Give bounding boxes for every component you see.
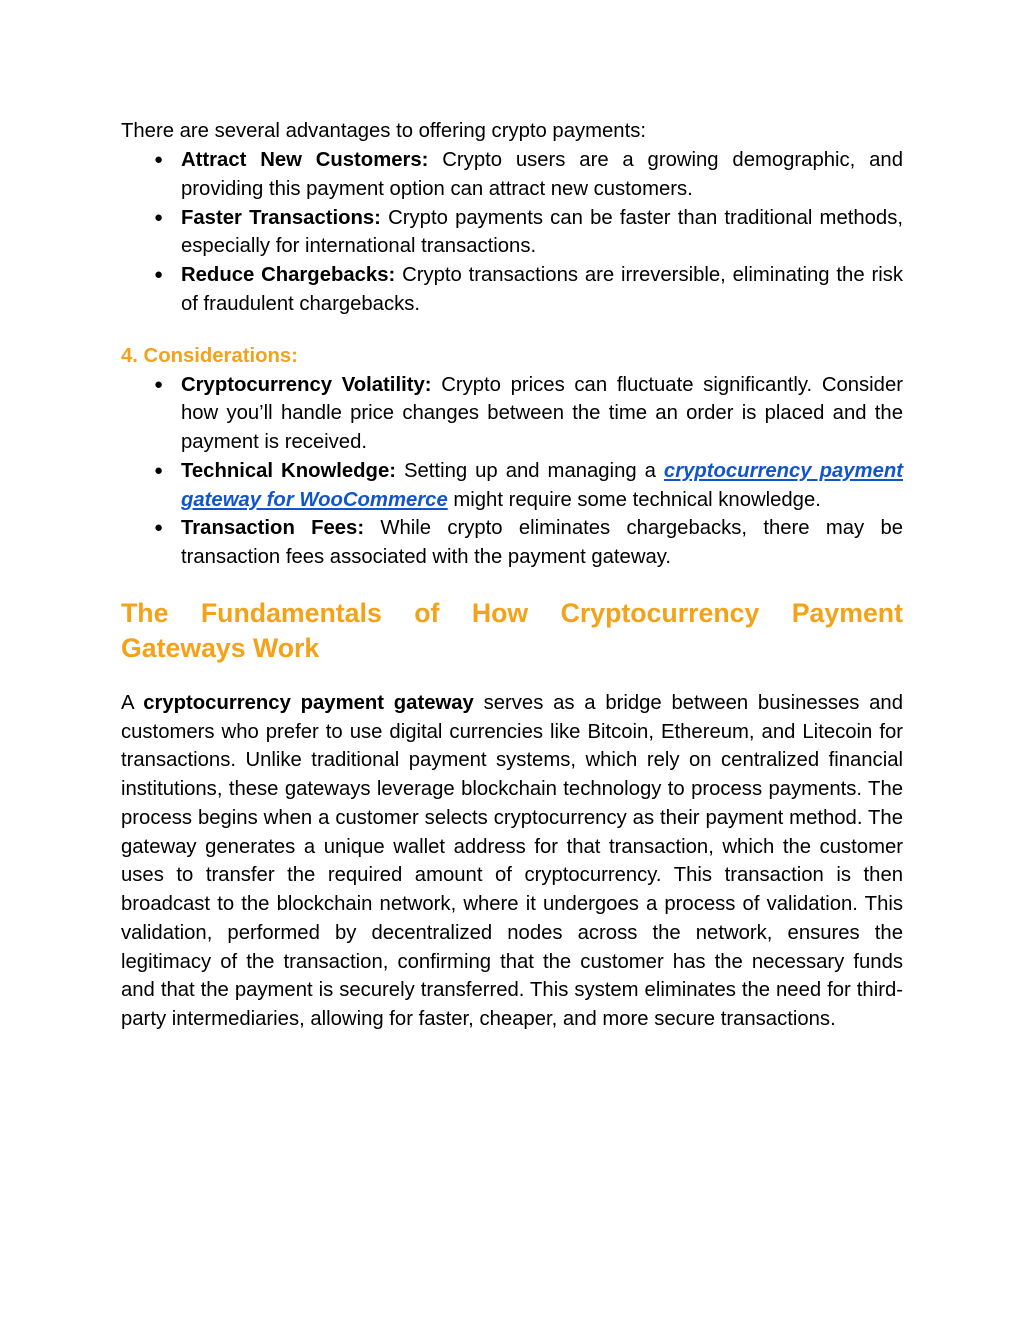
item-label: Technical Knowledge: <box>181 459 396 482</box>
bullet-icon: ● <box>154 375 164 393</box>
list-item <box>121 514 903 572</box>
considerations-heading: 4. Considerations: <box>121 344 298 367</box>
body-rest: serves as a bridge between businesses and customers who prefer to use digital currencies like Bitcoin, Ethereum, and Litecoin for transactions. Unlike traditional payment systems, which rely on centralized financial institutions, these gateways leverage blockchain technology to process payments. The process begins when a customer selects cryptocurrency as their payment method. The gateway generates a unique wallet address for that transaction, which the customer uses to transfer the required amount of cryptocurrency. This transaction is then broadcast to the blockchain network, where it undergoes a process of validation. This validation, performed by decentralized nodes across the network, ensures the legitimacy of the transaction, confirming that the customer has the necessary funds and that the payment is securely transferred. This system eliminates the need for third-party intermediaries, allowing for faster, cheaper, and more secure transactions. <box>121 691 903 1030</box>
list-item <box>121 261 903 319</box>
item-label: Faster Transactions: <box>181 206 381 229</box>
bullet-icon: ● <box>154 519 164 537</box>
bullet-icon: ● <box>154 266 164 283</box>
item-label: Transaction Fees: <box>181 517 365 540</box>
document-page <box>121 117 903 1034</box>
item-label: Cryptocurrency Volatility: <box>181 373 432 396</box>
body-lead: A <box>121 691 144 714</box>
woocommerce-gateway-link[interactable]: cryptocurrency payment gateway for WooCommerce <box>181 459 903 511</box>
advantages-list <box>121 146 903 319</box>
item-text: Crypto users are a growing demographic, and providing this payment option can attract new customers. <box>181 149 903 200</box>
bullet-icon: ● <box>154 461 164 479</box>
item-text: Crypto prices can fluctuate significantly. Consider how you’ll handle price changes between the time an order is placed and the payment is received. <box>181 373 903 453</box>
item-text: While crypto eliminates chargebacks, there may be transaction fees associated with the payment gateway. <box>181 517 903 568</box>
list-item <box>121 146 903 204</box>
item-label: Reduce Chargebacks: <box>181 264 396 286</box>
considerations-list <box>121 371 903 572</box>
bullet-icon: ● <box>154 208 164 226</box>
item-label: Attract New Customers: <box>181 149 429 171</box>
item-text-before-link: Setting up and managing a <box>395 459 664 482</box>
body-bold-term: cryptocurrency payment gateway <box>143 691 474 714</box>
item-text-after-link: might require some technical knowledge. <box>447 488 821 511</box>
item-text: Crypto transactions are irreversible, eliminating the risk of fraudulent chargebacks. <box>181 264 903 315</box>
bullet-icon: ● <box>154 151 164 168</box>
list-item <box>121 457 903 515</box>
list-item <box>121 204 903 262</box>
intro-paragraph: There are several advantages to offering crypto payments: <box>121 120 646 142</box>
item-text: Crypto payments can be faster than traditional methods, especially for international transactions. <box>181 206 903 258</box>
section-heading: The Fundamentals of How Cryptocurrency Payment Gateways Work <box>121 597 903 663</box>
list-item <box>121 371 903 457</box>
section-body-paragraph <box>121 689 903 1034</box>
